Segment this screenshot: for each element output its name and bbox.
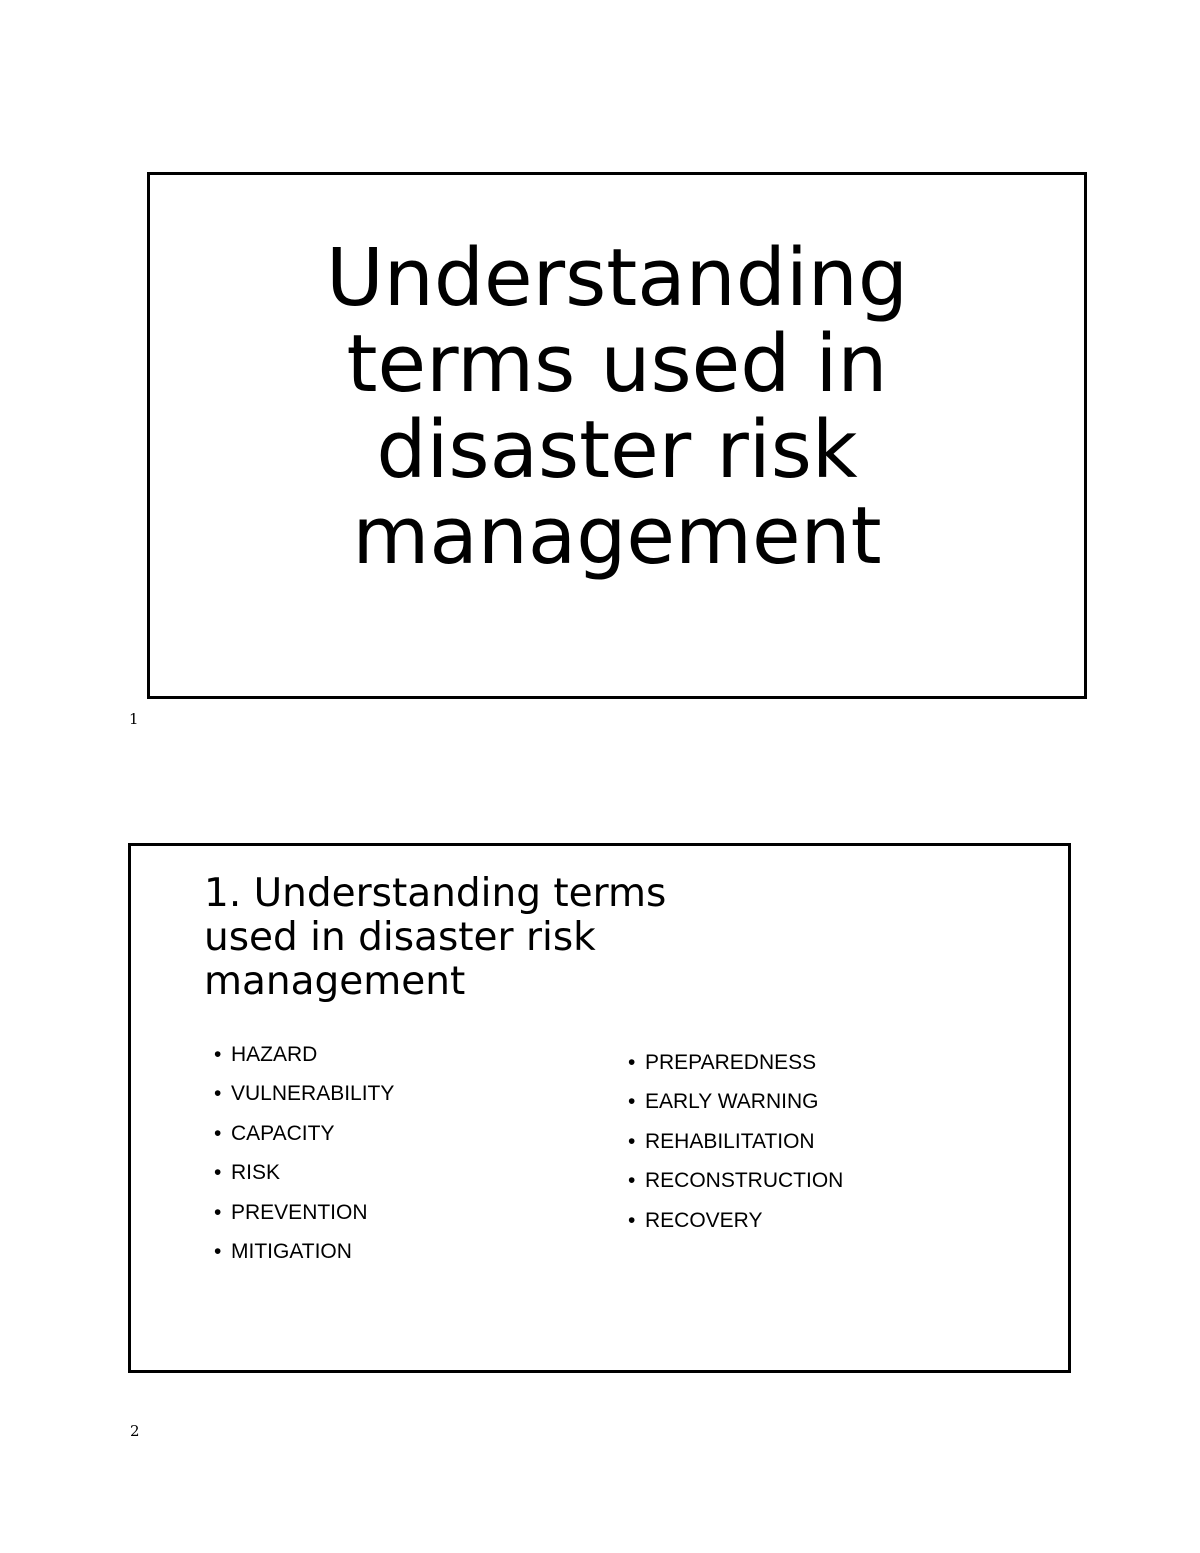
bullet-icon: • [628,1169,636,1193]
bullet-text: RECOVERY [645,1208,763,1232]
bullet-icon: • [214,1121,222,1145]
bullet-text: CAPACITY [231,1121,335,1145]
bullet-item [214,1193,394,1232]
slide-1 [147,172,1087,699]
bullet-text: MITIGATION [231,1239,352,1263]
bullet-text: HAZARD [231,1043,318,1066]
bullet-item [214,1074,394,1113]
bullet-text: RECONSTRUCTION [645,1169,844,1193]
bullet-item [214,1153,394,1192]
bullet-icon: • [628,1208,636,1232]
bullet-text: PREVENTION [231,1200,368,1224]
bullet-list-left [214,1035,394,1271]
bullet-icon: • [214,1239,222,1263]
bullet-icon: • [214,1082,222,1106]
slide-2 [128,843,1071,1373]
bullet-text: REHABILITATION [645,1129,815,1153]
bullet-item [628,1043,843,1082]
slide-2-title: 1. Understanding terms used in disaster risk management [204,871,667,1004]
bullet-text: EARLY WARNING [645,1090,819,1114]
bullet-icon: • [214,1161,222,1185]
slide-1-title: Understanding terms used in disaster risk management [325,232,909,582]
bullet-icon: • [628,1129,636,1153]
bullet-item [628,1201,843,1240]
bullet-item [214,1114,394,1153]
bullet-icon: • [628,1090,636,1114]
bullet-item [628,1082,843,1121]
bullet-item [628,1122,843,1161]
bullet-text: RISK [231,1161,281,1185]
bullet-text: PREPAREDNESS [645,1051,817,1074]
bullet-item [628,1161,843,1200]
bullet-icon: • [628,1051,636,1074]
page-number-1: 1 [129,710,139,728]
page-number-2: 2 [130,1422,140,1440]
bullet-icon: • [214,1200,222,1224]
bullet-text: VULNERABILITY [231,1082,395,1106]
bullet-item [214,1035,394,1074]
bullet-icon: • [214,1043,222,1066]
bullet-list-right [628,1043,843,1240]
bullet-item [214,1232,394,1271]
